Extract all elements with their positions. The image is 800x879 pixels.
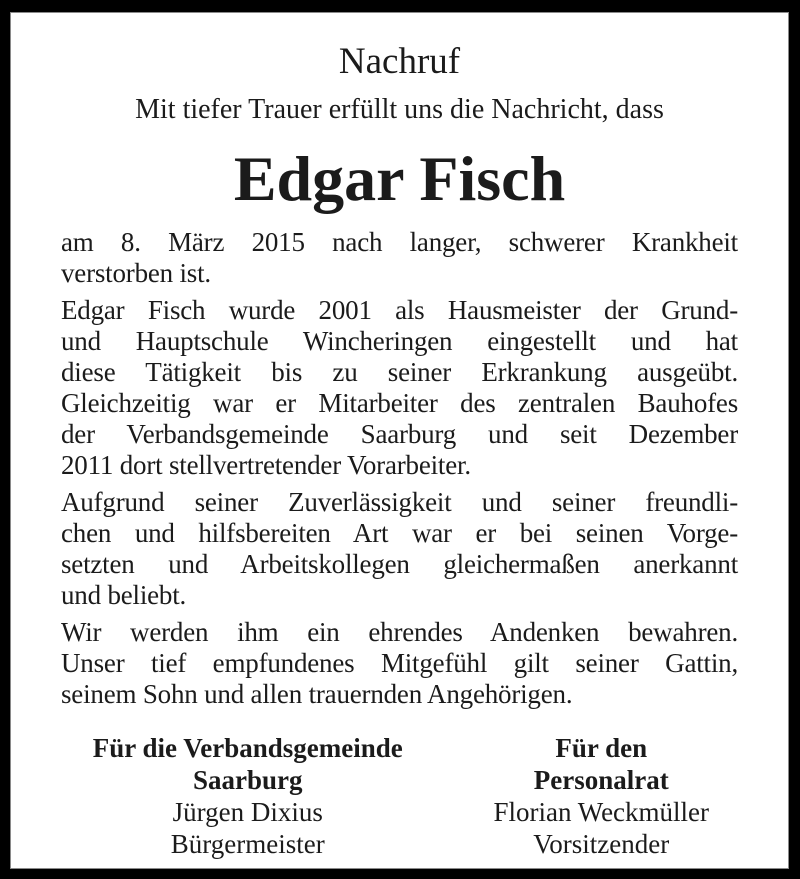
body-line: seinem Sohn und allen trauernden Angehörigen. — [61, 679, 573, 710]
body-line: Edgar Fisch wurde 2001 als Hausmeister der Grund- — [61, 295, 738, 326]
paragraph-career — [61, 295, 738, 481]
body-line: Wir werden ihm ein ehrendes Andenken bewahren. — [61, 617, 738, 648]
obituary-intro: Mit tiefer Trauer erfüllt uns die Nachricht, dass — [135, 94, 664, 126]
signatory-name: Florian Weckmüller — [493, 797, 710, 828]
obituary-kicker: Nachruf — [338, 41, 461, 82]
body-line: Gleichzeitig war er Mitarbeiter des zentralen Bauhofes — [61, 388, 738, 419]
body-line: verstorben ist. — [61, 258, 211, 289]
signature-org-line: Für den — [555, 733, 648, 764]
body-line: setzten und Arbeitskollegen gleichermaßen anerkannt — [61, 549, 738, 580]
body-line: Aufgrund seiner Zuverlässigkeit und seiner freundli- — [61, 487, 738, 518]
signature-org-line: Für die Verbandsgemeinde — [92, 733, 403, 764]
signatory-role: Vorsitzender — [533, 829, 670, 860]
signatory-role: Bürgermeister — [170, 829, 325, 860]
deceased-name: Edgar Fisch — [233, 142, 566, 214]
signature-personalrat — [425, 732, 779, 860]
obituary-body — [61, 227, 738, 710]
obituary-card — [10, 12, 789, 869]
body-line: chen und hilfsbereiten Art war er bei seinen Vorge- — [61, 518, 738, 549]
body-line: der Verbandsgemeinde Saarburg und seit Dezember — [61, 419, 738, 450]
paragraph-condolence — [61, 617, 738, 710]
obituary-content — [11, 13, 788, 860]
body-line: am 8. März 2015 nach langer, schwerer Krankheit — [61, 227, 738, 258]
body-line: diese Tätigkeit bis zu seiner Erkrankung ausgeübt. — [61, 357, 738, 388]
signature-verbandsgemeinde — [71, 732, 425, 860]
body-line: 2011 dort stellvertretender Vorarbeiter. — [61, 450, 471, 481]
paragraph-death-notice — [61, 227, 738, 289]
body-line: und beliebt. — [61, 580, 187, 611]
body-line: Unser tief empfundenes Mitgefühl gilt seiner Gattin, — [61, 648, 738, 679]
signature-org-line: Saarburg — [192, 765, 303, 796]
signature-org-line: Personalrat — [533, 765, 669, 796]
body-line: und Hauptschule Wincheringen eingestellt und hat — [61, 326, 738, 357]
signature-columns — [71, 732, 778, 860]
paragraph-character — [61, 487, 738, 611]
signatory-name: Jürgen Dixius — [172, 797, 323, 828]
